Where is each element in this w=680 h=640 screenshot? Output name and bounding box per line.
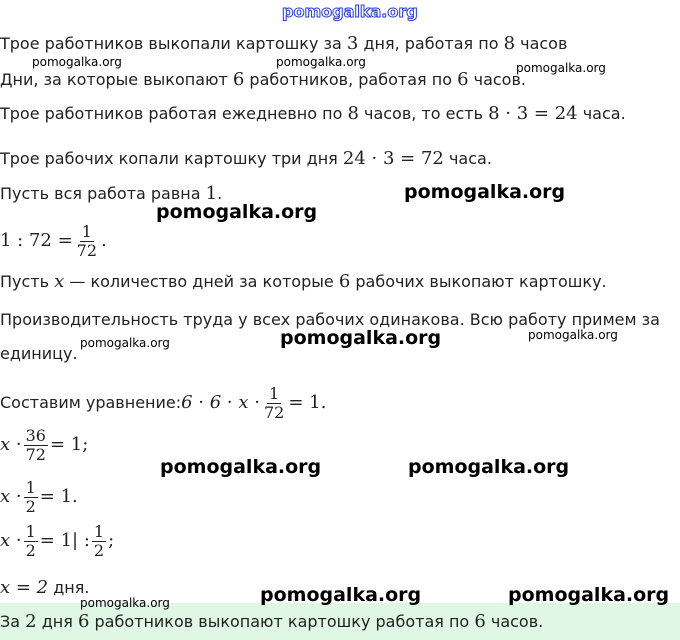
formula-line-11: x · $\frac{36}{72}$ = 1; (0, 426, 89, 464)
fraction: $\frac{1}{2}$ (25, 522, 36, 560)
formula-line-6: 1 : 72 = $\frac{1}{72}$ . (0, 222, 107, 260)
fraction: $\frac{1}{2}$ (25, 478, 36, 516)
watermark: pomogalka.org (276, 55, 366, 69)
fraction: $\frac{1}{72}$ (76, 222, 98, 260)
watermark: pomogalka.org (280, 327, 442, 349)
watermark: pomogalka.org (80, 336, 170, 350)
text-line-9: единицу. (0, 344, 78, 363)
watermark: pomogalka.org (80, 596, 170, 610)
text-line-5: Пусть вся работа равна 1. (0, 183, 223, 204)
text-line-2: Дни, за которые выкопают 6 работников, работая по 6 часов. (0, 69, 526, 90)
watermark: pomogalka.org (156, 201, 318, 223)
watermark-top: pomogalka.org (282, 2, 418, 21)
fraction: $\frac{1}{72}$ (263, 384, 285, 422)
watermark: pomogalka.org (508, 584, 670, 606)
text-line-7: Пусть x — количество дней за которые 6 рабочих выкопают картошку. (0, 271, 607, 292)
watermark: pomogalka.org (528, 328, 618, 342)
watermark: pomogalka.org (516, 61, 606, 75)
watermark: pomogalka.org (32, 55, 122, 69)
answer-line: За 2 дня 6 работников выкопают картошку работая по 6 часов. (0, 611, 544, 632)
watermark: pomogalka.org (408, 456, 570, 478)
text-line-4: Трое рабочих копали картошку три дня 24 · 3 = 72 часа. (0, 148, 492, 169)
fraction: $\frac{36}{72}$ (25, 426, 46, 464)
formula-line-14: x = 2 дня. (0, 577, 90, 598)
fraction: $\frac{1}{2}$ (93, 522, 105, 560)
formula-line-12: x · $\frac{1}{2}$ = 1. (0, 478, 78, 516)
watermark: pomogalka.org (404, 181, 566, 203)
watermark: pomogalka.org (260, 584, 422, 606)
text-line-1: Трое работников выкопали картошку за 3 дня, работая по 8 часов (0, 33, 568, 54)
formula-line-13: x · $\frac{1}{2}$ = 1| : $\frac{1}{2}$ ; (0, 522, 115, 560)
watermark: pomogalka.org (160, 456, 322, 478)
text-line-3: Трое работников работая ежедневно по 8 часов, то есть 8 · 3 = 24 часа. (0, 103, 626, 124)
formula-line-10: Составим уравнение:6 · 6 · x · $\frac{1}{72}$ = 1. (0, 384, 327, 422)
text-line-8: Производительность труда у всех рабочих одинакова. Всю работу примем за (0, 310, 660, 329)
